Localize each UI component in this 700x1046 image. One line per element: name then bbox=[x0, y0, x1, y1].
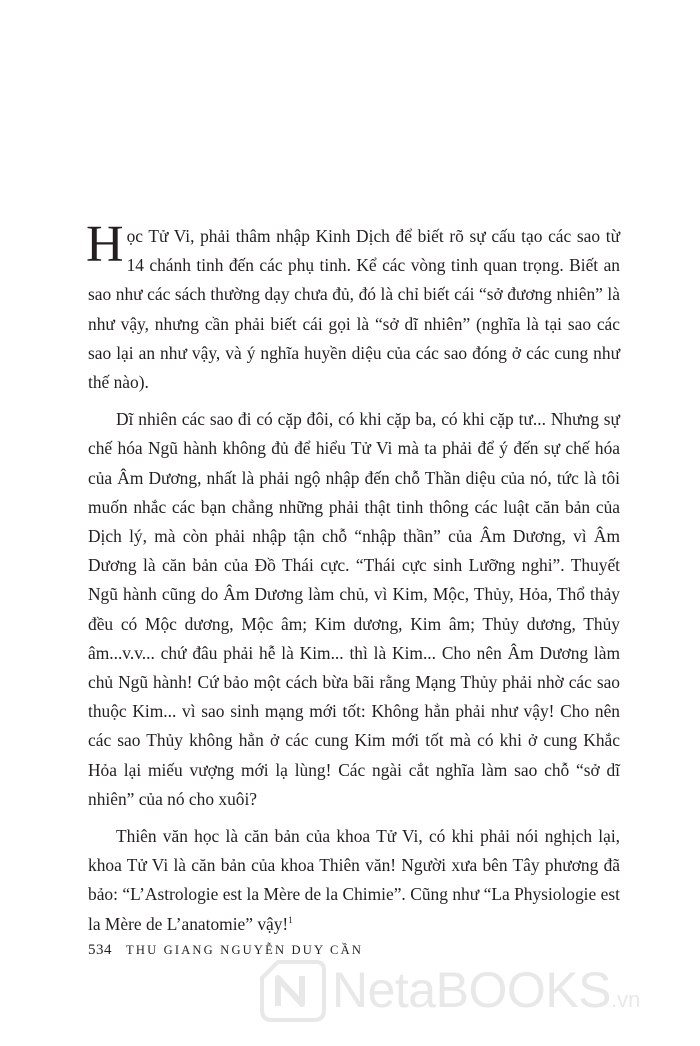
watermark bbox=[258, 958, 688, 1024]
paragraph-2: Dĩ nhiên các sao đi có cặp đôi, có khi cặp ba, có khi cặp tư... Nhưng sự chế hóa Ngũ hành không đủ để hiểu Tử Vi mà ta phải để ý đến sự chế hóa của Âm Dương, nhất là phải ngộ nhập đến chỗ Thần diệu của nó, tức là tôi muốn nhắc các bạn chẳng những phải thật tinh thông các luật căn bản của Dịch lý, mà còn phải nhập tận chỗ “nhập thần” của Âm Dương, vì Âm Dương là căn bản của Đồ Thái cực. “Thái cực sinh Lưỡng nghi”. Thuyết Ngũ hành cũng do Âm Dương làm chủ, vì Kim, Mộc, Thủy, Hỏa, Thổ thảy đều có Mộc dương, Mộc âm; Kim dương, Kim âm; Thủy dương, Thủy âm...v.v... chứ đâu phải hễ là Kim... thì là Kim... Cho nên Âm Dương làm chủ Ngũ hành! Cứ bảo một cách bừa bãi rằng Mạng Thủy phải nhờ các sao thuộc Kim... vì sao sinh mạng mới tốt: Không hẳn phải như vậy! Cho nên các sao Thủy không hẳn ở các cung Kim mới tốt mà có khi ở cung Khắc Hỏa lại miếu vượng mới lạ lùng! Các ngài cắt nghĩa làm sao chỗ “sở dĩ nhiên” của nó cho xuôi? bbox=[88, 409, 620, 809]
paragraph-3-text: Thiên văn học là căn bản của khoa Tử Vi, có khi phải nói nghịch lại, khoa Tử Vi là căn bản của khoa Thiên văn! Người xưa bên Tây phương đã bảo: “L’Astrologie est la Mère de la Chimie”. Cũng như “La Physiologie est la Mère de L’anatomie” vậy! bbox=[88, 826, 620, 934]
page-number: 534 bbox=[88, 942, 112, 958]
body-text bbox=[86, 216, 620, 939]
netabooks-logo-icon bbox=[258, 958, 328, 1024]
drop-cap: H bbox=[86, 216, 124, 273]
paragraph-1 bbox=[86, 216, 620, 397]
running-author: THU GIANG NGUYỄN DUY CẦN bbox=[126, 943, 364, 957]
watermark-text bbox=[332, 962, 640, 1028]
watermark-tld: .vn bbox=[610, 987, 641, 1012]
paragraph-3 bbox=[88, 822, 620, 939]
watermark-name: NetaBOOKS bbox=[332, 962, 611, 1018]
paragraph-1-text: ọc Tử Vi, phải thâm nhập Kinh Dịch để biết rõ sự cấu tạo các sao từ 14 chánh tinh đến các phụ tinh. Kể các vòng tinh quan trọng. Biết an sao như các sách thường dạy chưa đủ, đó là chỉ biết cái “sở đương nhiên” là như vậy, nhưng cần phải biết cái gọi là “sở dĩ nhiên” (nghĩa là tại sao các sao lại an như vậy, và ý nghĩa huyền diệu của các sao đóng ở các cung như thế nào). bbox=[88, 226, 620, 393]
page-footer bbox=[88, 942, 363, 959]
footnote-marker: 1 bbox=[288, 914, 293, 925]
